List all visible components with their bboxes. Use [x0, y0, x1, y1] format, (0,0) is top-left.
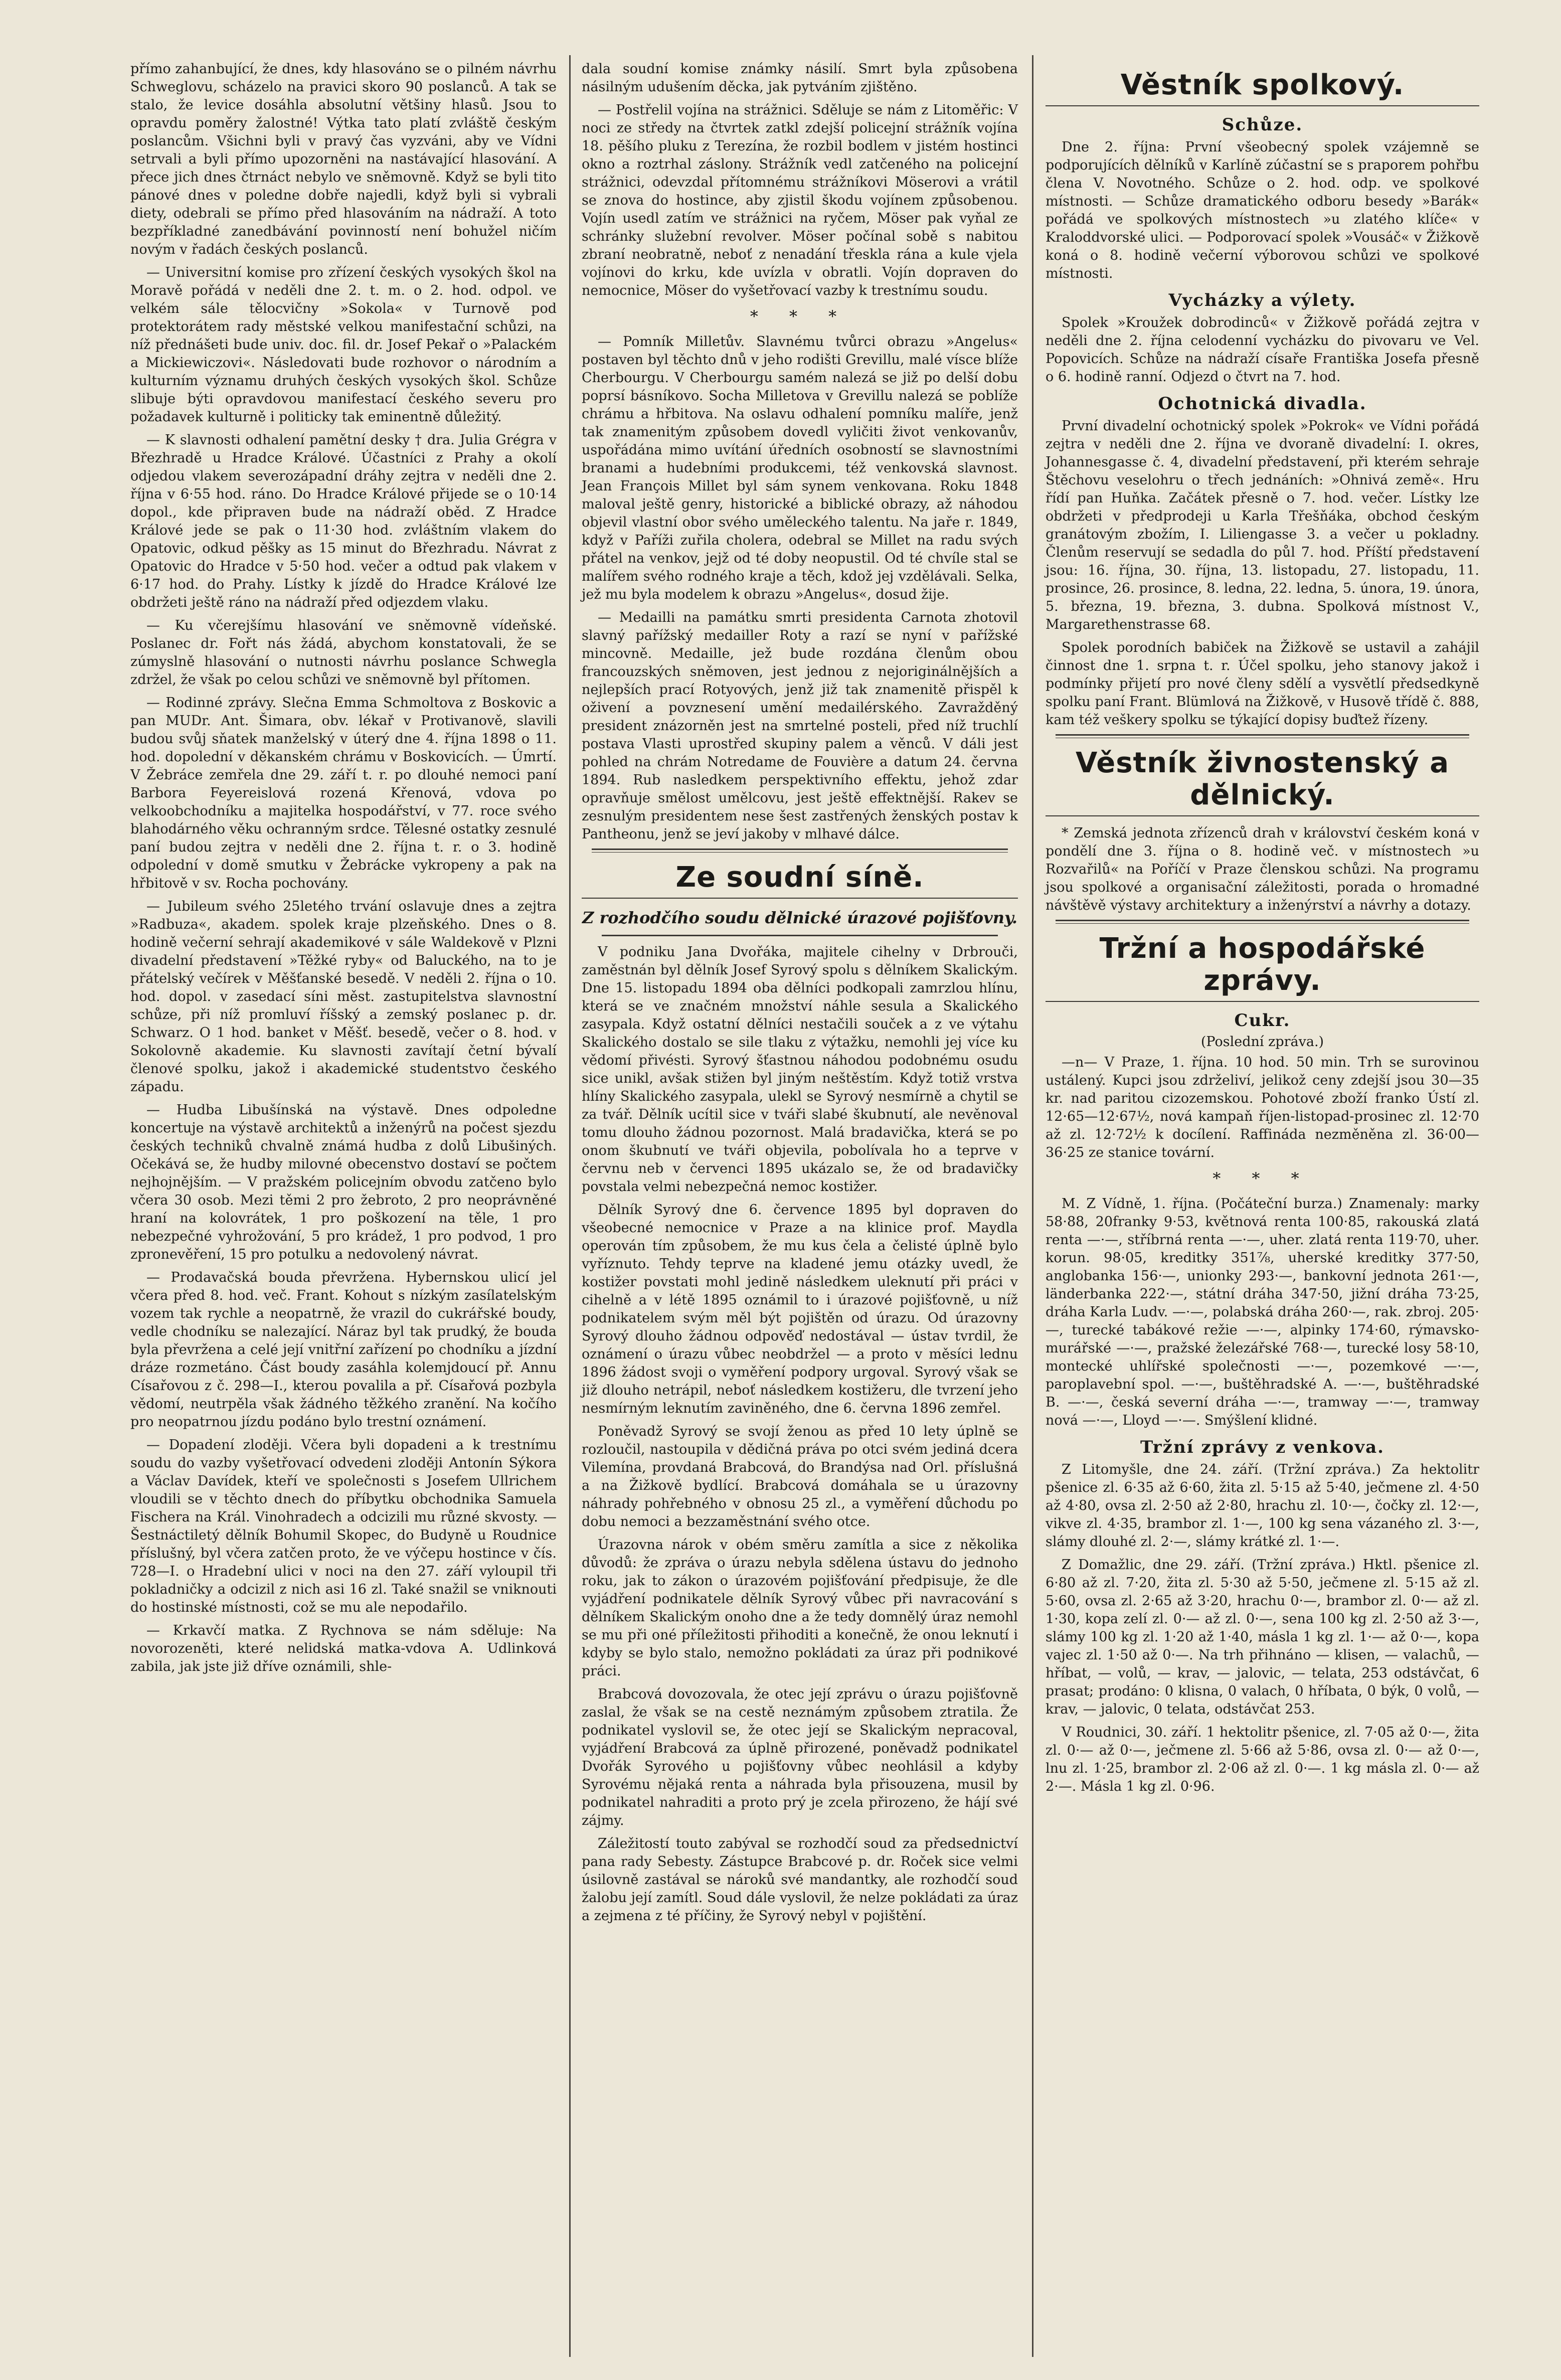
section-divider	[1056, 920, 1469, 924]
article-paragraph: Z Litomyšle, dne 24. září. (Tržní zpráva.) Za hektolitr pšenice zl. 6·35 až 6·60, žita zl. 5·15 až 5·40, ječmene zl. 4·50 až 4·80, ovsa zl. 2·50 až 2·80, hrachu zl. 10·—, čočky zl. 12·—, vikve zl. 4·35, brambor zl. 1·—, 100 kg sena vázaného zl. 3·—, slámy dlouhé zl. 2·—, slámy krátké zl. 1·—.	[1046, 1462, 1479, 1550]
article-paragraph: — K slavnosti odhalení pamětní desky † dra. Julia Grégra v Březhradě u Hradce Králové. Účastníci z Prahy a okolí odjedou vlakem severozápadní dráhy zejtra v neděli dne 2. října v 6·55 hod. ráno. Do Hradce Králové přijede se o 10·14 dopol., kde připraven bude na nádraží oběd. Z Hradce Králové jede se pak o 11·30 hod. zvláštním vlakem do Opatovic, odkud pěšky as 15 minut do Březhradu. Návrat z Opatovic do Hradce v 5·50 hod. večer a odtud pak vlakem v 6·17 hod. do Prahy. Lístky k jízdě do Hradce Králové lze obdržeti ještě ráno na nádraží před odjezdem vlaku.	[130, 432, 557, 610]
separator-stars: * * *	[750, 307, 850, 326]
article-paragraph: — Ku včerejšímu hlasování ve sněmovně vídeňské. Poslanec dr. Fořt nás žádá, abychom konstatovali, že se zúmyslně hlasování o nutnosti návrhu poslance Schwegla zdržel, že však po celou schůzi ve sněmovně byl přítomen.	[130, 618, 557, 688]
heading-rule	[602, 935, 998, 936]
column-left	[125, 60, 562, 2347]
article-paragraph: — Hudba Libušínská na výstavě. Dnes odpoledne koncertuje na výstavě architektů a inženýrů na počest sjezdu českých techniků chvalně známá hudba z dolů Libušiných. Očekává se, že hudby milovné obecenstvo dostaví se počtem nejhojnějším. — V pražském policejním obvodu zatčeno bylo včera 30 osob. Mezi těmi 2 pro žebroto, 2 pro neoprávněné hraní na kolovrátek, 1 pro poškození na těle, 1 pro nebezpečné vyhrožování, 5 pro krádež, 1 pro podvod, 1 pro zpronevěření, 15 pro potulku a nedovolený návrat.	[130, 1102, 557, 1262]
heading-underline	[1046, 815, 1479, 816]
column-rule	[1032, 55, 1033, 2357]
article-paragraph: Brabcová dovozovala, že otec její zprávu o úrazu pojišťovně zaslal, že však se na cestě neznámým způsobem ztratila. Že podnikatel vyslovil se, že otec její se Skalickým nepracoval, vyjádření Brabcová za úplně přirozené, poněvadž podnikatel Dvořák Syrového u pojišťovny vůbec neohlásil a kdyby Syrovému nějaká renta a náhrada byla přisouzena, musil by podnikatel nahraditi a proto prý je zcela přirozeno, že hájí své zájmy.	[582, 1686, 1018, 1828]
article-paragraph: Záležitostí touto zabýval se rozhodčí soud za předsednictví pana rady Sebesty. Zástupce Brabcové p. dr. Roček sice velmi úsilovně zastával se nároků své mandantky, ale rozhodčí soud žalobu její zamítl. Soud dále vyslovil, že nelze pokládati za úraz a zejmena z té příčiny, že Syrový nebyl v pojištění.	[582, 1836, 1018, 1924]
column-rule	[569, 55, 571, 2357]
article-paragraph: Spolek »Kroužek dobrodinců« v Žižkově pořádá zejtra v neděli dne 2. října celodenní vycházku do pivovaru ve Vel. Popovicích. Schůze na nádraží císaře Františka Josefa přesně o 6. hodině ranní. Odjezd o čtvrt na 7. hod.	[1046, 315, 1479, 385]
section-heading: Věstník živnostenský a dělnický.	[1075, 747, 1450, 811]
article-paragraph: — Jubileum svého 25letého trvání oslavuje dnes a zejtra »Radbuza«, akadem. spolek kraje plzeňského. Dnes o 8. hodině večerní sehrají akademikové v sále Waldekově v Plzni divadelní představení »Těžké ryby« od Baluckého, na to je přátelský večírek v Měšťanské besedě. V neděli 2. října o 10. hod. dopol. v zasedací síni měst. zastupitelstva slavnostní schůze, při níž promluví říšský a zemský poslanec p. dr. Schwarz. O 1 hod. banket v Měšť. besedě, večer o 8. hod. v Sokolovně akademie. Ku slavnosti zavítají četní bývalí členové spolku, jakož i akademické studentstvo českého západu.	[130, 899, 557, 1095]
subsection-heading: Cukr.	[1234, 1010, 1291, 1031]
article-paragraph: — Medailli na památku smrti presidenta Carnota zhotovil slavný pařížský medailler Roty a razí se nyní v pařížské mincovně. Medaille, jež bude rozdána členům obou francouzských sněmoven, jest jednou z nejoriginálnějších a nejlepších prací Rotyových, jenž již tak znamenitě přispěl k oživení a povznesení umění medailérského. Zavražděný president znázorněn jest na smrtelné posteli, před níž truchlí postava Vlasti uprostřed skupiny palem a věnců. V dáli jest pohled na chrám Notredame de Fouvière a datum 24. června 1894. Rub nasledkem perspektivního effektu, jehož zdar opravňuje smělost umělcovu, jest ještě effektnější. Rakev se zesnulým presidentem nese šest zastřených ženských postav k Pantheonu, jenž se jeví jakoby v mlhavé dálce.	[582, 610, 1018, 842]
heading-underline	[582, 898, 1018, 899]
article-paragraph: První divadelní ochotnický spolek »Pokrok« ve Vídni pořádá zejtra v neděli dne 2. října ve dvoraně divadelní: I. okres, Johannesgasse č. 4, divadelní představení, při kterém sehraje Štěchovu veselohru o třech jednáních: »Ohnivá země«. Hru řídí pan Huňka. Začátek přesně o 7. hod. večer. Lístky lze obdržeti v předprodeji u Karla Třešňáka, obchod českým granátovým zbožím, I. Liliengasse 3. a večer u pokladny. Členům reservují se sedadla do půl 7. hod. Příští představení jsou: 16. října, 30. října, 13. listopadu, 27. listopadu, 11. prosince, 26. prosince, 8. ledna, 22. ledna, 5. února, 19. února, 5. března, 19. března, 3. dubna. Spolková místnost V., Margarethenstrasse 68.	[1046, 418, 1479, 632]
section-heading: Věstník spolkový.	[1120, 69, 1405, 101]
article-paragraph: — Krkavčí matka. Z Rychnova se nám sděluje: Na novorozeněti, které nelidská matka-vdova A. Udlinková zabila, jak jste již dříve oznámili, shle-	[130, 1623, 557, 1674]
article-paragraph: — Postřelil vojína na strážnici. Sděluje se nám z Litoměřic: V noci ze středy na čtvrtek zatkl zdejší policejní strážník vojína 18. pěšího pluku z Terezína, že rozbil bodlem v jistém hostinci okno a roztrhal záslony. Strážník vedl zatčeného na policejní strážnici, odevzdal přítomnému strážníkovi Möserovi a vrátil se znova do hostince, aby zjistil škodu vojínem způsobenou. Vojín usedl zatím ve strážnici na ryčem, Möser pak vyňal ze schránky služební revolver. Möser počínal sobě s nabitou zbraní neobratně, neboť z nenadání třeskla rána a kule vjela vojínovi do krku, kde uvízla v obratli. Vojín dopraven do nemocnice, Möser do vyšetřovací vazby k trestnímu soudu.	[582, 102, 1018, 298]
subsection-heading: Ochotnická divadla.	[1158, 394, 1367, 414]
article-paragraph: dala soudní komise známky násilí. Smrt byla způsobena násilným udušením děcka, jak pytváním zjištěno.	[582, 61, 1018, 95]
article-paragraph: V podniku Jana Dvořáka, majitele cihelny v Drbrouči, zaměstnán byl dělník Josef Syrový spolu s dělníkem Skalickým. Dne 15. listopadu 1894 oba dělníci podkopali zamrzlou hlínu, která se ve značném množství náhle sesula a Skalického zasypala. Když ostatní dělníci nestačili souček a z ve výtahu Skalického dostalo se sile tlaku z výtažku, nemohli jej více ku vědomí přivésti. Syrový šťastnou náhodou podobnému osudu sice unikl, avšak stižen byl jiným neštěstím. Když totiž vrstva hlíny Skalického zasypala, ulekl se Syrový nesmírně a chytil se za tvář. Dělník ucítil sice v tváři slabé škubnutí, ale nevěnoval tomu dlouho žádnou pozornost. Malá bradavička, která se po onom škubnutí ve tváři objevila, pobolívala ho a teprve v červnu neb v červenci 1895 ukázalo se, že od bradavičky povstala velmi nebezpečná nemoc kostižer.	[582, 944, 1018, 1195]
article-paragraph: — Pomník Milletův. Slavnému tvůrci obrazu »Angelus« postaven byl těchto dnů v jeho rodišti Grevillu, malé vísce blíže Cherbourgu. V Cherbourgu samém nalezá se již po delší dobu poprsí básníkovo. Socha Milletova v Grevillu nalezá se poblíže chrámu a hřbitova. Na oslavu odhalení pomníku malíře, jenž tak znamenitým způsobem dovedl vyličiti život venkovanův, uspořádána mimo uvítání úředních osobností se slavnostními branami a hudebními produkcemi, též venkovská slavnost. Jean François Millet byl sám synem venkovana. Roku 1848 maloval ještě genry, historické a biblické obrazy, až náhodou objevil vlastní obor svého uměleckého talentu. Na jaře r. 1849, když v Paříži zuřila cholera, odebral se Millet na radu svých přátel na venkov, jejž od té doby neopustil. Od té chvíle stal se malířem svého rodného kraje a těch, kdož jej vzdělávali. Selka, jež mu byla modelem k obrazu »Angelus«, dosud žije.	[582, 334, 1018, 602]
subsection-heading: Vycházky a výlety.	[1168, 290, 1356, 310]
article-paragraph: V Roudnici, 30. září. 1 hektolitr pšenice, zl. 7·05 až 0·—, žita zl. 0·— až 0·—, ječmene zl. 5·66 až 5·86, ovsa zl. 0·— až 0·—, lnu zl. 1·25, brambor zl. 2·06 až zl. 0·—. 1 kg másla zl. 0·— až 2·—. Másla 1 kg zl. 0·96.	[1046, 1725, 1479, 1794]
section-heading: Tržní a hospodářské zprávy.	[1099, 932, 1426, 997]
article-paragraph: * Zemská jednota zřízenců drah v království českém koná v pondělí dne 3. října o 8. hodině več. v místnostech »u Rozvařilů« na Poříčí v Praze členskou schůzi. Na programu jsou spolkové a organisační záležitosti, porada o hromadné návštěvě výstavy architektury a inženýrství a návrhy a dotazy.	[1046, 825, 1479, 913]
article-paragraph: Poněvadž Syrový se svojí ženou as před 10 lety úplně se rozloučil, nastoupila v dědičná práva po otci svém jediná dcera Vilemína, provdaná Brabcová, do Brandýsa nad Orl. příslušná a na Žižkově bydlící. Brabcová domáhala se u úrazovny náhrady pohřebného v obnosu 25 zl., a vyměření důchodu po dobu nemoci a bezzaměstnání svého otce.	[582, 1424, 1018, 1529]
article-paragraph: přímo zahanbující, že dnes, kdy hlasováno se o pilném návrhu Schweglovu, scházelo na pravici skoro 90 poslanců. A tak se stalo, že levice dosáhla absolutní většiny hlasů. Jsou to opravdu poměry žalostné! Výtka tato platí zvláště českým poslancům. Všichni byli v pravý čas vyzváni, aby ve Vídni setrvali a byli přímo upozorněni na nastávající hlasování. A přece jich dnes čtrnáct nebylo ve sněmovně. Když se byli tito pánové dnes v poledne dobře najedli, když byli si vybrali diety, odebrali se přímo před hlasováním na nádraží. A toto bezpříkladné zanedbávání povinností není bohužel ničím novým v řadách českých poslanců.	[130, 61, 557, 257]
column-middle	[577, 60, 1023, 2347]
heading-underline	[1046, 1001, 1479, 1002]
article-paragraph: — Dopadení zloději. Včera byli dopadeni a k trestnímu soudu do vazby vyšetřovací odvedeni zloději Antonín Sýkora a Václav Davídek, kteří ve společnosti s Josefem Ullrichem vloudili se v těchto dnech do příbytku obchodnika Samuela Fischera na Král. Vinohradech a odcizili mu různé skvosty. — Šestnáctiletý dělník Bohumil Skopec, do Budyně u Roudnice příslušný, byl včera zatčen proto, že ve výčepu hostince v čís. 728—I. o Hradební ulici v noci na den 27. září vyloupil tři pokladničky a odcizil z nich asi 16 zl. Také snažil se vniknouti do hostinské místnosti, což se mu ale nepodařilo.	[130, 1437, 557, 1615]
article-paragraph: — Rodinné zprávy. Slečna Emma Schmoltova z Boskovic a pan MUDr. Ant. Šimara, obv. lékař v Protivanově, slavili budou svůj sňatek manželský v úterý dne 4. října 1898 o 11. hod. dopolední v děkanském chrámu v Boskovicích. — Úmrtí. V Žebráce zemřela dne 29. září t. r. po dlouhé nemoci paní Barbora Feyereislová rozená Křenová, vdova po velkoobchodníku a majitelka hospodářství, v 77. roce svého blahodárného věku ochranným srdce. Tělesné ostatky zesnulé paní budou zejtra v neděli dne 2. října t. r. o 3. hodině odpolední v domě smutku v Žebrácke vykropeny a pak na hřbitově v sv. Rocha pochovány.	[130, 695, 557, 891]
article-heading: Z rozhodčího soudu dělnické úrazové pojišťovny.	[582, 908, 1018, 927]
article-paragraph: Dělník Syrový dne 6. července 1895 byl dopraven do všeobecné nemocnice v Praze a na klinice prof. Maydla operován tím způsobem, že mu kus čela a čelisté úplně bylo vyříznuto. Tehdy teprve na kladené jemu otázky uvedl, že kostižer povstati mohl jedině následkem uleknutí při práci v cihelně a v létě 1895 oznámil to i úrazové pojišťovně, u níž podnikatelem svým měl být pojištěn od úrazu. Od úrazovny Syrový dlouho žádnou odpověď nedostával — ústav tvrdil, že oznámení o úrazu vůbec neobdržel — a proto v měsíci lednu 1896 žádost svoji o vyměření podpory urgoval. Syrový však se již dlouho netrápil, neboť následkem kostižeru, dle tvrzení jeho nesmírným leknutím zaviněného, dne 6. června 1896 zemřel.	[582, 1202, 1018, 1416]
article-paragraph: M. Z Vídně, 1. října. (Počáteční burza.) Znamenaly: marky 58·88, 20franky 9·53, květnová renta 100·85, rakouská zlatá renta —·—, stříbrná renta —·—, uher. zlatá renta 119·70, uher. korun. 98·05, kreditky 351⅞, uherské kreditky 377·50, anglobanka 156·—, unionky 293·—, bankovní jednota 261·—, länderbanka 222·—, státní dráha 347·50, jižní dráha 73·25, dráha Karla Ludv. —·—, polabská dráha 260·—, rak. zbroj. 205·—, turecké tabákové režie —·—, alpinky 174·60, rýmavsko-murářské —·—, pražské železářské 768·—, turecké losy 58·10, montecké uhlířské společnosti —·—, pozemkové —·—, paroplavební spol. —·—, buštěhradské A. —·—, buštěhradské B. —·—, česká severní dráha —·—, tramway —·—, tramway nová —·—, Lloyd —·—. Smýšlení klidné.	[1046, 1196, 1479, 1428]
article-paragraph: Z Domažlic, dne 29. září. (Tržní zpráva.) Hktl. pšenice zl. 6·80 až zl. 7·20, žita zl. 5·30 až 5·50, ječmene zl. 5·15 až zl. 5·60, ovsa zl. 2·65 až 3·20, hrachu 0·—, brambor zl. 0·— až zl. 1·30, kopa zelí zl. 0·— až zl. 0·—, sena 100 kg zl. 2·50 až 3·—, slámy 100 kg zl. 1·20 až 1·40, másla 1 kg zl. 1·— až 0·—, kopa vajec zl. 1·50 až 0·—. Na trh přihnáno — klisen, — valachů, — hříbat, — volů, — krav, — jalovic, — telata, 253 odstávčat, 6 prasat; prodáno: 0 klisna, 0 valach, 0 hříbata, 0 býk, 0 volů, — krav, — jalovic, 0 telata, odstávčat 253.	[1046, 1557, 1479, 1717]
separator-stars: * * *	[1212, 1169, 1312, 1188]
column-right	[1040, 60, 1484, 2347]
section-divider	[1056, 734, 1469, 738]
subsection-heading: Tržní zprávy z venkova.	[1140, 1437, 1384, 1457]
article-paragraph: — Prodavačská bouda převržena. Hybernskou ulicí jel včera před 8. hod. več. Frant. Kohout s nízkým zasílatelským vozem tak rychle a neopatrně, že vrazil do cukrářské boudy, vedle chodníku se nalezající. Náraz byl tak prudký, že bouda byla převržena a celé její vnitřní zařízení po chodníku a jízdní dráze rozmetáno. Část boudy zasáhla kolemjdoucí př. Annu Císařovou z č. 298—I., kterou povalila a př. Císařová pozbyla vědomí, neutrpěla však žádného těžkého zranění. Na kočího pro neopatrnou jízdu podáno bylo trestní oznámení.	[130, 1270, 557, 1430]
heading-underline	[1046, 105, 1479, 106]
subsection-note: (Poslední zpráva.)	[1200, 1034, 1324, 1050]
section-heading: Ze soudní síně.	[675, 861, 924, 894]
subsection-heading: Schůze.	[1222, 115, 1303, 135]
article-paragraph: —n— V Praze, 1. října. 10 hod. 50 min. Trh se surovinou ustálený. Kupci jsou zdrželiví, jelikož ceny zdejší jsou 30—35 kr. nad paritou cizozemskou. Pohotové zboží franko Ústí zl. 12·65—12·67½, nová kampaň říjen-listopad-prosinec zl. 12·70 až zl. 12·72½ k docílení. Raffináda nezměněna zl. 36·00—36·25 ze stanice tovární.	[1046, 1055, 1479, 1160]
section-divider	[592, 848, 1008, 853]
article-paragraph: Úrazovna nárok v obém směru zamítla a sice z několika důvodů: že zpráva o úrazu nebyla sdělena ústavu do jednoho roku, jak to zákon o úrazovém pojišťování předpisuje, že dle vyjádření podnikatele dělník Syrový vůbec při navracování s dělníkem Skalickým onoho dne a že tedy domnělý úraz nemohl se mu při oné příležitosti přihoditi a konečně, že onou leknutí i kdyby se bylo stalo, nemožno pokládati za úraz při podnikové práci.	[582, 1537, 1018, 1679]
article-paragraph: — Universitní komise pro zřízení českých vysokých škol na Moravě pořádá v neděli dne 2. t. m. o 2. hod. odpol. ve velkém sále tělocvičny »Sokola« v Turnově pod protektorátem rady městské velkou manifestační schůzi, na níž přednášeti bude univ. doc. fil. dr. Josef Pekař o »Palackém a Mickiewiczovi«. Následovati bude rozhovor o národním a kulturním významu druhých českých vysokých škol. Schůze slibuje býti opravdovou manifestací českého severu pro požadavek kulturně i politicky tak eminentně důležitý.	[130, 265, 557, 425]
article-paragraph: Spolek porodních babiček na Žižkově se ustavil a zahájil činnost dne 1. srpna t. r. Účel spolku, jeho stanovy jakož i podmínky přijetí pro nové členy sdělí a vysvětlí předsedkyně spolku paní Frant. Blümlová na Žižkově, v Husově třídě č. 888, kam též veškery spolku se týkající dopisy buďtež řízeny.	[1046, 640, 1479, 728]
article-paragraph: Dne 2. října: První všeobecný spolek vzájemně se podporujících dělníků v Karlíně zúčastní se s praporem pohřbu člena V. Novotného. Schůze o 2. hod. odp. ve spolkové místnosti. — Schůze dramatického odboru besedy »Barák« pořádá ve spolkových místnostech »u zlatého klíče« v Kraloddvorské ulici. — Podporovací spolek »Vousáč« v Žižkově koná o 8. hodině večerní výborovou schůzi ve spolkové místnosti.	[1046, 139, 1479, 281]
